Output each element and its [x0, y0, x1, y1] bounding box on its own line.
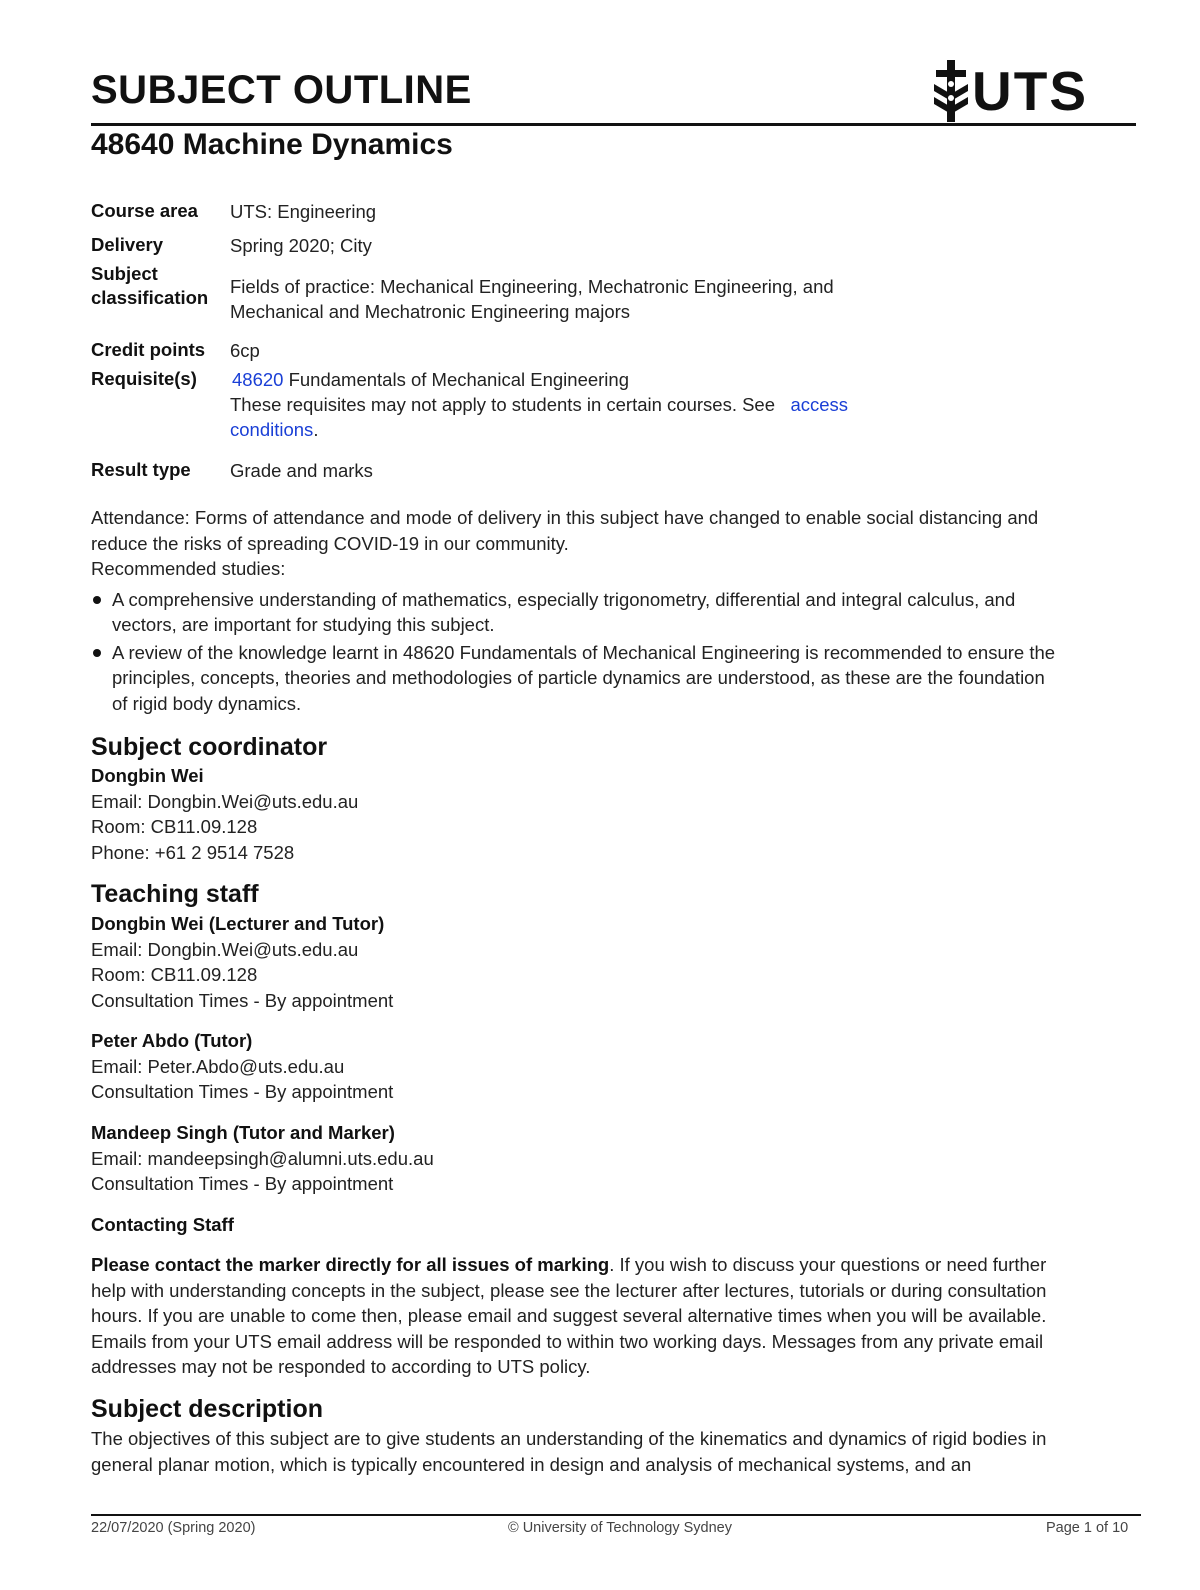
meta-row-course-area	[91, 194, 991, 228]
result-type-label: Result type	[91, 459, 191, 480]
bullet2-line1: A review of the knowledge learnt in 48620 Fundamentals of Mechanical Engineering is recommended to ensure the	[112, 641, 1056, 663]
staff-name: Peter Abdo (Tutor)	[91, 1030, 253, 1051]
staff-consultation: Consultation Times - By appointment	[91, 1173, 394, 1194]
delivery-value: Spring 2020; City	[230, 234, 372, 256]
course-area-label: Course area	[91, 200, 198, 221]
attendance-line2: reduce the risks of spreading COVID-19 in our community.	[91, 532, 569, 554]
classification-label-line2: classification	[91, 287, 209, 308]
staff-consultation: Consultation Times - By appointment	[91, 989, 394, 1011]
attendance-section	[91, 505, 1131, 716]
staff-name: Mandeep Singh (Tutor and Marker)	[91, 1122, 395, 1143]
result-type-value: Grade and marks	[230, 459, 373, 481]
coordinator-name: Dongbin Wei	[91, 765, 204, 786]
recommended-studies-list	[91, 587, 1131, 717]
subject-title: 48640 Machine Dynamics	[91, 128, 453, 161]
contacting-staff-heading: Contacting Staff	[91, 1214, 234, 1235]
subject-meta-table	[91, 194, 991, 487]
uts-logo-text: UTS	[972, 60, 1088, 122]
coordinator-block	[91, 763, 1131, 865]
contacting-line4: Emails from your UTS email address will be responded to within two working days. Messages from any private email	[91, 1330, 1044, 1352]
footer-divider	[91, 1514, 1141, 1516]
staff-member-1	[91, 911, 1131, 1013]
staff-member-2	[91, 1028, 1131, 1105]
staff-name: Dongbin Wei (Lecturer and Tutor)	[91, 913, 385, 934]
meta-row-credit-points	[91, 333, 991, 367]
subject-description-heading: Subject description	[91, 1395, 323, 1423]
requisites-label: Requisite(s)	[91, 368, 197, 389]
access-conditions-link-cont[interactable]: conditions	[230, 419, 314, 440]
bullet1-line1: A comprehensive understanding of mathematics, especially trigonometry, differential and integral calculus, and	[112, 588, 1016, 610]
coordinator-email: Email: Dongbin.Wei@uts.edu.au	[91, 790, 359, 812]
classification-label-line1: Subject	[91, 263, 158, 284]
staff-member-3	[91, 1120, 1131, 1197]
staff-consultation: Consultation Times - By appointment	[91, 1081, 394, 1102]
meta-row-delivery	[91, 228, 991, 262]
classification-value	[230, 262, 834, 324]
classification-value-line1: Fields of practice: Mechanical Engineering, Mechatronic Engineering, and	[230, 276, 834, 297]
staff-email: Email: Peter.Abdo@uts.edu.au	[91, 1055, 345, 1077]
meta-row-requisites	[91, 367, 991, 453]
uts-logo	[924, 58, 1096, 124]
coordinator-room: Room: CB11.09.128	[91, 816, 258, 837]
uts-crest-icon	[928, 60, 974, 122]
document-title: SUBJECT OUTLINE	[91, 68, 472, 112]
bullet2-line3: of rigid body dynamics.	[112, 692, 302, 714]
footer-date: 22/07/2020 (Spring 2020)	[91, 1520, 256, 1536]
description-line2: general planar motion, which is typically encountered in design and analysis of mechanical systems, and an	[91, 1453, 972, 1475]
requisites-period: .	[313, 419, 319, 440]
meta-row-result-type	[91, 453, 991, 487]
description-line1: The objectives of this subject are to give students an understanding of the kinematics and dynamics of rigid bodies in	[91, 1428, 1047, 1449]
classification-label	[91, 262, 230, 310]
delivery-label: Delivery	[91, 234, 163, 255]
requisite-code-link[interactable]: 48620	[232, 369, 284, 390]
teaching-staff-heading: Teaching staff	[91, 880, 259, 908]
footer-page-number: Page 1 of 10	[1046, 1520, 1129, 1536]
list-item	[91, 587, 1131, 638]
staff-email: Email: Dongbin.Wei@uts.edu.au	[91, 938, 359, 960]
classification-value-line2: Mechanical and Mechatronic Engineering majors	[230, 301, 631, 322]
requisites-note: These requisites may not apply to students in certain courses. See	[230, 394, 781, 415]
requisite-name: Fundamentals of Mechanical Engineering	[283, 369, 629, 390]
coordinator-heading: Subject coordinator	[91, 733, 328, 761]
subject-description-text	[91, 1426, 1131, 1477]
bullet1-line2: vectors, are important for studying this subject.	[112, 614, 495, 635]
staff-room: Room: CB11.09.128	[91, 964, 258, 985]
credit-points-label: Credit points	[91, 339, 206, 360]
contacting-line3: hours. If you are unable to come then, please email and suggest several alternative times when you will be available.	[91, 1305, 1047, 1326]
staff-email: Email: mandeepsingh@alumni.uts.edu.au	[91, 1147, 434, 1169]
requisites-value	[230, 367, 848, 442]
footer-copyright: © University of Technology Sydney	[508, 1520, 732, 1536]
contacting-bold-lead: Please contact the marker directly for all issues of marking	[91, 1254, 610, 1275]
bullet2-line2: principles, concepts, theories and methodologies of particle dynamics are understood, as these are the foundation	[112, 667, 1045, 688]
list-item	[91, 640, 1131, 717]
course-area-value: UTS: Engineering	[230, 200, 377, 222]
coordinator-phone: Phone: +61 2 9514 7528	[91, 841, 295, 863]
contacting-line2: help with understanding concepts in the subject, please see the lecturer after lectures, tutorials or during consultation	[91, 1279, 1047, 1301]
meta-row-classification	[91, 262, 991, 333]
title-divider	[91, 123, 1136, 126]
recommended-studies-label: Recommended studies:	[91, 558, 286, 579]
contacting-line5: addresses may not be responded to according to UTS policy.	[91, 1356, 591, 1377]
access-conditions-link[interactable]: access	[790, 394, 849, 415]
contacting-staff-text	[91, 1252, 1131, 1380]
attendance-line1: Attendance: Forms of attendance and mode of delivery in this subject have changed to enable social distancing and	[91, 507, 1039, 528]
credit-points-value: 6cp	[230, 339, 260, 361]
contacting-line1-rest: . If you wish to discuss your questions or need further	[609, 1254, 1047, 1275]
